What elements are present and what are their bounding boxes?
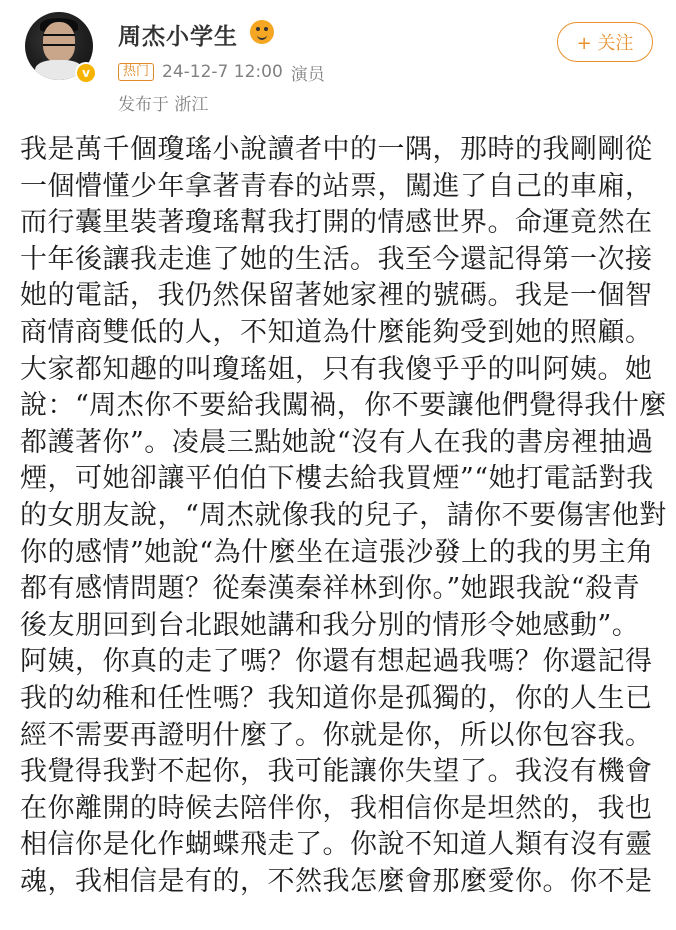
post-text-line: 而行囊里裝著瓊瑤幫我打開的情感世界。命運竟然在 <box>20 207 653 239</box>
post-text-line: 經不需要再證明什麼了。你就是你，所以你包容我。 <box>20 719 653 751</box>
post-text-line: 你的感情”她說“為什麼坐在這張沙發上的我的男主角 <box>20 536 654 568</box>
post-text-line: 她的電話，我仍然保留著她家裡的號碼。我是一個智 <box>20 280 653 312</box>
post-text-line: 阿姨，你真的走了嗎？你還有想起過我嗎？你還記得 <box>20 646 653 678</box>
post-body <box>20 132 667 900</box>
post-location: 发布于 浙江 <box>118 95 209 115</box>
post-text-line: 在你離開的時候去陪伴你，我相信你是坦然的，我也 <box>20 792 653 824</box>
author-name[interactable]: 周杰小学生 <box>118 24 238 50</box>
post-header <box>0 0 676 118</box>
post-text-line: 相信你是化作蝴蝶飛走了。你說不知道人類有沒有靈 <box>20 829 653 861</box>
verified-badge-icon: v <box>75 62 97 84</box>
follow-button[interactable]: + 关注 <box>557 22 653 62</box>
author-role: 演员 <box>290 64 325 85</box>
post-text-line: 煙，可她卻讓平伯伯下樓去給我買煙”“她打電話對我 <box>20 463 654 495</box>
post-text-line: 一個懵懂少年拿著青春的站票，闖進了自己的車廂， <box>20 170 653 202</box>
post-text-line: 商情商雙低的人，不知道為什麼能夠受到她的照顧。 <box>20 316 653 348</box>
post-meta <box>118 61 325 83</box>
hot-badge: 热门 <box>118 63 154 81</box>
post-text-line: 都護著你”。凌晨三點她說“沒有人在我的書房裡抽過 <box>20 426 654 458</box>
post-text-line: 說：“周杰你不要給我闖禍，你不要讓他們覺得我什麼 <box>20 390 667 422</box>
post-text-line: 十年後讓我走進了她的生活。我至今還記得第一次接 <box>20 243 653 275</box>
post-text-line: 的女朋友說，“周杰就像我的兒子，請你不要傷害他對 <box>20 499 667 531</box>
post-text-line: 我覺得我對不起你，我可能讓你失望了。我沒有機會 <box>20 756 653 788</box>
post-timestamp: 24-12-7 12:00 <box>162 62 283 82</box>
post-text-line: 我的幼稚和任性嗎？我知道你是孤獨的，你的人生已 <box>20 682 653 714</box>
post-text-line: 我是萬千個瓊瑤小說讀者中的一隅，那時的我剛剛從 <box>20 134 653 165</box>
post-text-line: 魂，我相信是有的，不然我怎麼會那麼愛你。你不是 <box>20 865 653 897</box>
post-text-line: 大家都知趣的叫瓊瑤姐，只有我傻乎乎的叫阿姨。她 <box>20 353 653 385</box>
post-text-line: 後友朋回到台北跟她講和我分別的情形令她感動”。 <box>20 609 640 641</box>
smiley-emoji-icon <box>250 20 274 44</box>
post-text-line: 都有感情問題？從秦漢秦祥林到你。”她跟我說“殺青 <box>20 573 641 605</box>
